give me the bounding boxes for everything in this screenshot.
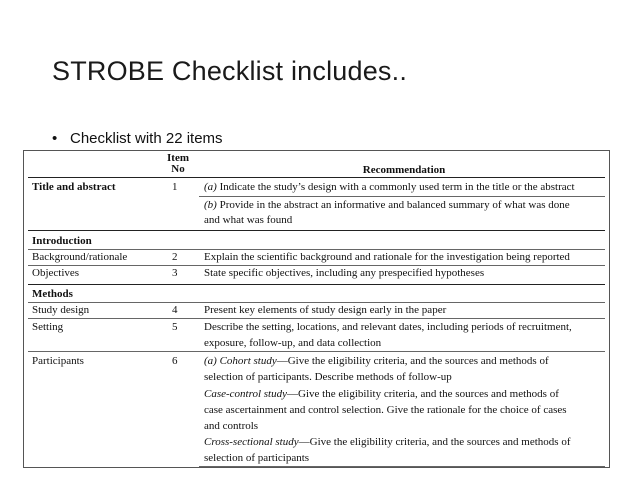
recommendation-line: State specific objectives, including any prespecified hypotheses: [204, 267, 485, 279]
bullet-dot-icon: •: [52, 130, 58, 147]
recommendation-line: (a) Cohort study—Give the eligibility criteria, and the sources and methods of: [204, 355, 549, 367]
slide-title: STROBE Checklist includes..: [52, 56, 408, 86]
item-no: 6: [172, 355, 178, 367]
header-rule: [28, 177, 605, 178]
recommendation-line: (b) Provide in the abstract an informative and balanced summary of what was done: [204, 199, 570, 211]
row-divider: [199, 466, 605, 467]
recommendation-line: (a) Indicate the study’s design with a commonly used term in the title or the abstract: [204, 181, 575, 193]
item-label: Background/rationale: [32, 251, 128, 263]
recommendation-line: case ascertainment and control selection. Give the rationale for the choice of cases: [204, 404, 567, 416]
section-title-abstract: Title and abstract: [32, 181, 116, 193]
item-no: 4: [172, 304, 178, 316]
item-no: 3: [172, 267, 178, 279]
bullet-item: [52, 130, 223, 147]
section-rule: [28, 230, 605, 231]
header-item-label: Item: [167, 152, 189, 164]
row-divider: [199, 196, 605, 197]
recommendation-line: Describe the setting, locations, and relevant dates, including periods of recruitment,: [204, 321, 572, 333]
recommendation-line: Cross-sectional study—Give the eligibility criteria, and the sources and methods of: [204, 436, 571, 448]
item-label: Objectives: [32, 267, 80, 279]
recommendation-line: selection of participants: [204, 452, 310, 464]
header-recommendation: Recommendation: [362, 164, 446, 176]
header-item-no: [156, 153, 200, 175]
section-rule: [28, 284, 605, 285]
recommendation-line: Present key elements of study design early in the paper: [204, 304, 447, 316]
row-divider: [28, 302, 605, 303]
item-label: Setting: [32, 321, 64, 333]
item-label: Participants: [32, 355, 84, 367]
header-no-label: No: [171, 163, 185, 175]
item-no: 2: [172, 251, 178, 263]
row-divider: [28, 318, 605, 319]
recommendation-line: Case-control study—Give the eligibility criteria, and the sources and methods of: [204, 388, 559, 400]
item-no: 5: [172, 321, 178, 333]
item-no: 1: [172, 181, 178, 193]
recommendation-line: and controls: [204, 420, 259, 432]
row-divider: [28, 265, 605, 266]
row-divider: [28, 351, 605, 352]
row-divider: [28, 249, 605, 250]
recommendation-line: selection of participants. Describe methods of follow-up: [204, 371, 452, 383]
item-label: Study design: [32, 304, 90, 316]
recommendation-line: Explain the scientific background and rationale for the investigation being reported: [204, 251, 570, 263]
recommendation-line: and what was found: [204, 214, 293, 226]
section-introduction: Introduction: [32, 235, 92, 247]
recommendation-line: exposure, follow-up, and data collection: [204, 337, 382, 349]
bullet-text: Checklist with 22 items: [70, 130, 223, 147]
section-methods: Methods: [32, 288, 73, 300]
strobe-checklist-table: [23, 150, 610, 468]
